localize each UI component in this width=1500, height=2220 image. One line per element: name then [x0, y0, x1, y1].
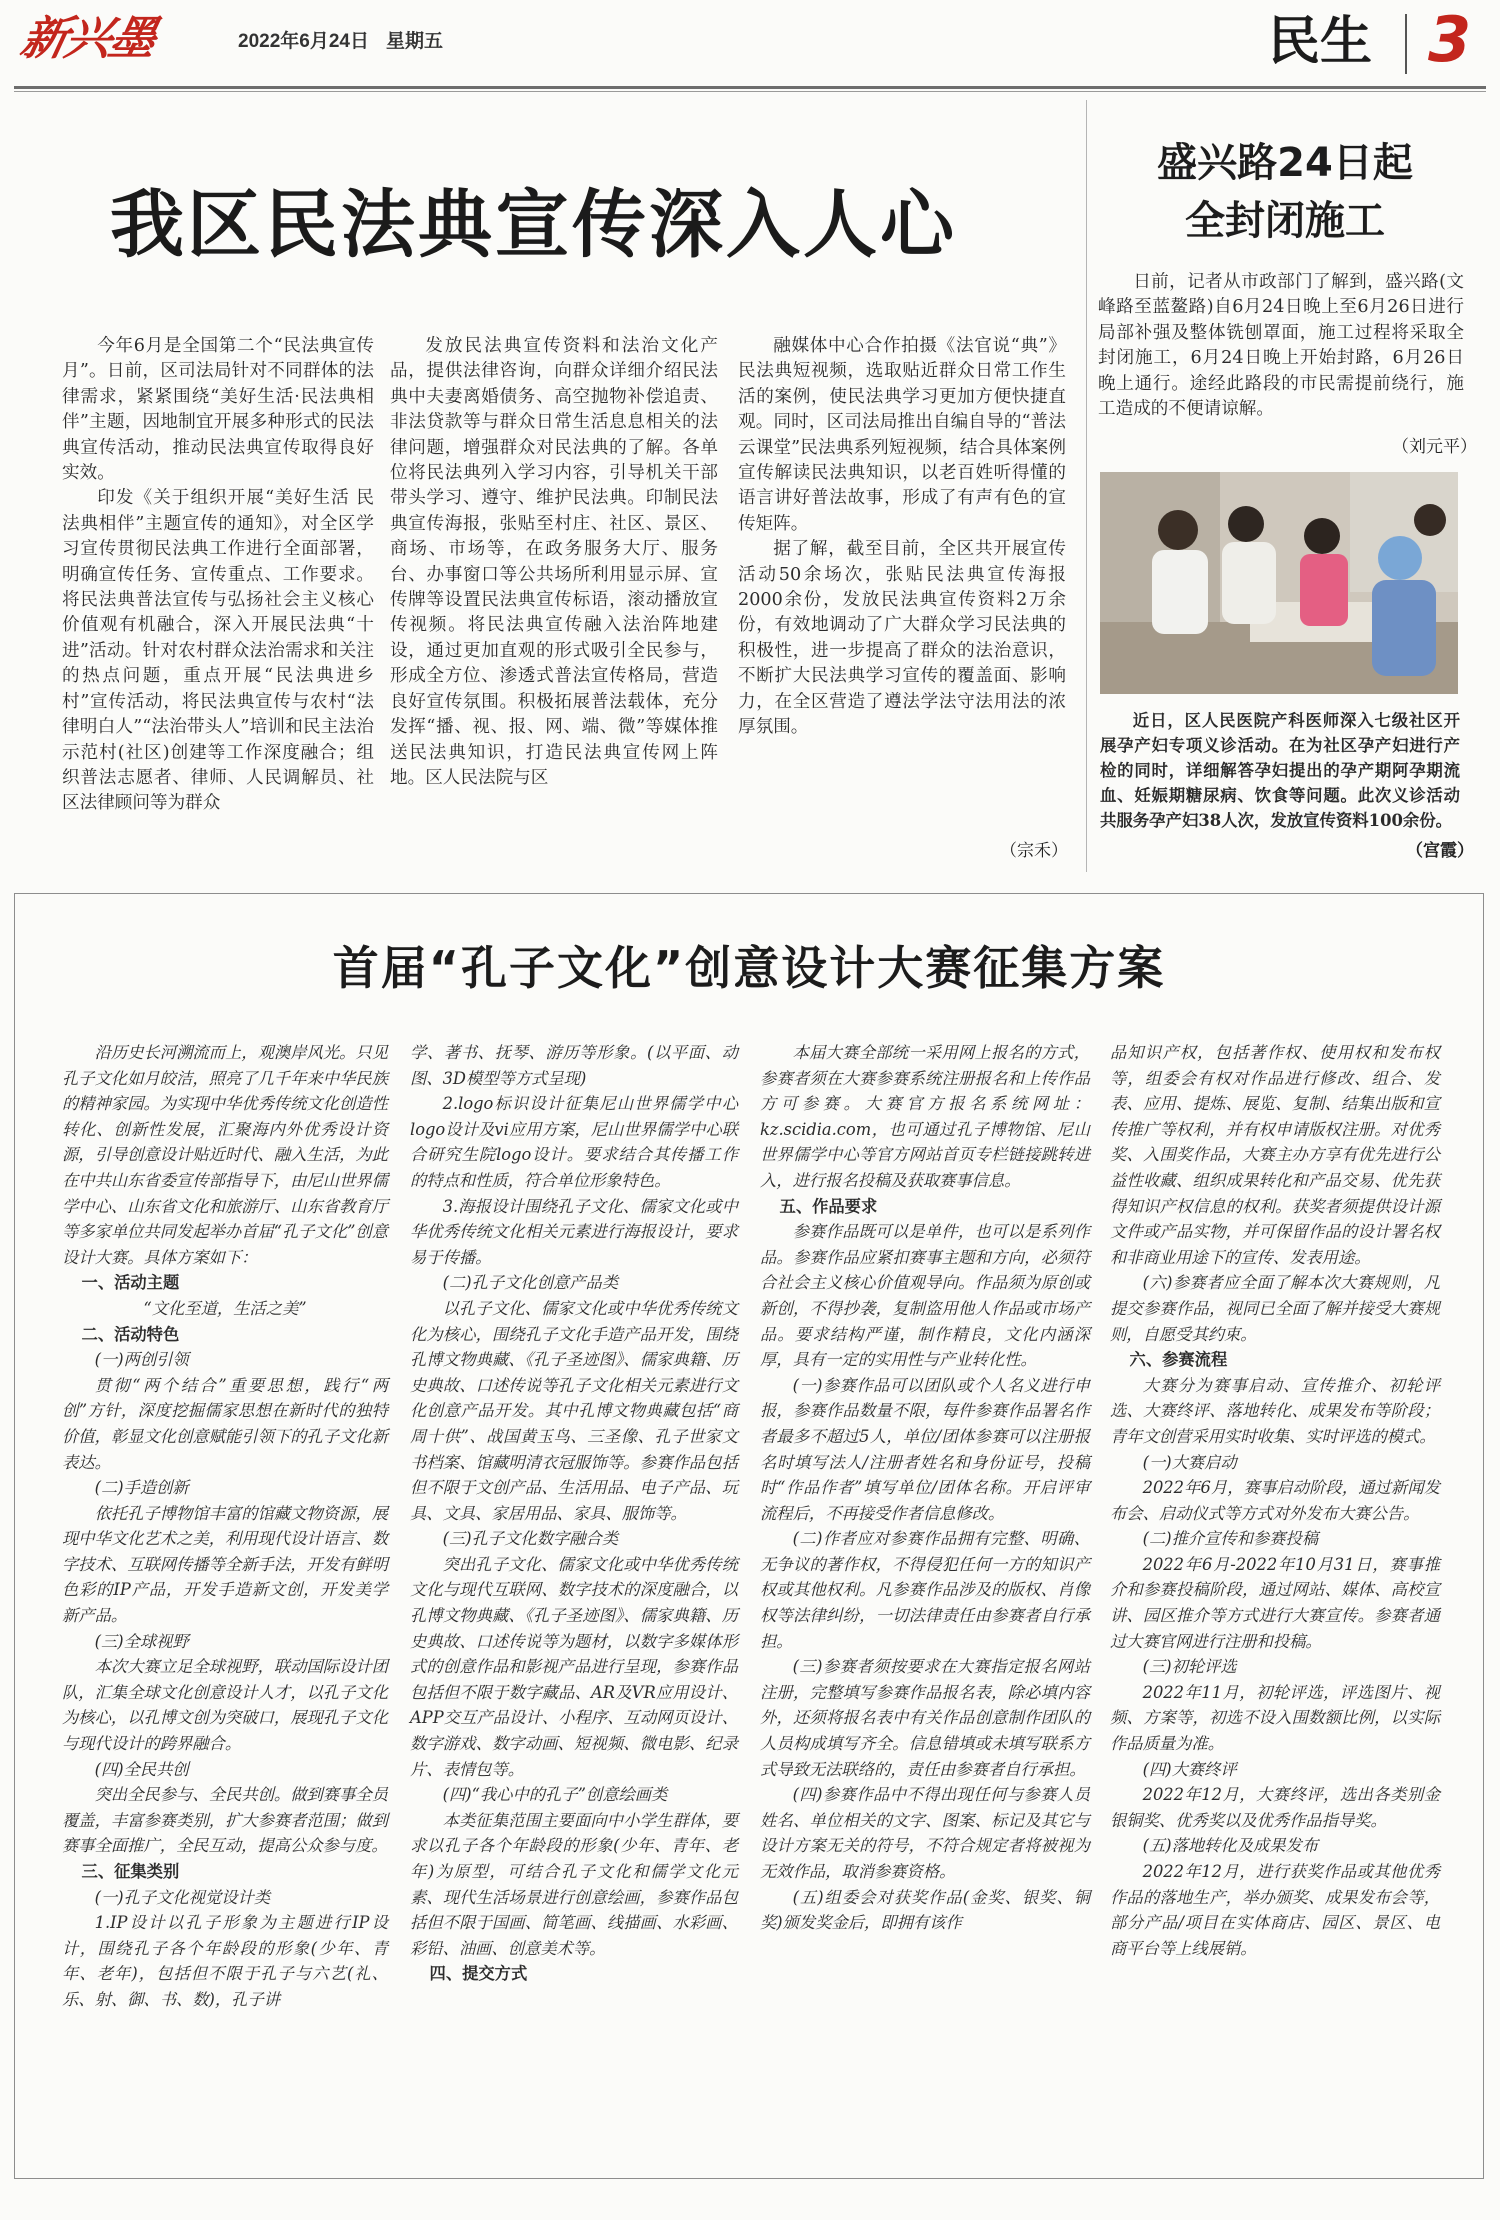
paragraph: (二)孔子文化创意产品类 — [442, 1273, 619, 1293]
paragraph: 本类征集范围主要面向中小学生群体，要求以孔子各个年龄段的形象(少年、青年、老年)为原型，可结合孔子文化和儒学文化元素、现代生活场景进行创意绘画，参赛作品包括但不限于国画、简笔画、线描画、水彩画、彩铅、油画、创意美术等。 — [410, 1810, 738, 1958]
paragraph: (四)全民共创 — [94, 1759, 189, 1779]
paragraph: (四)大赛终评 — [1142, 1759, 1237, 1779]
paragraph: 以孔子文化、儒家文化或中华优秀传统文化为核心，围绕孔子文化手造产品开发，围绕孔博文物典藏、《孔子圣迹图》、儒家典籍、历史典故、口述传说等孔子文化相关元素进行文化创意产品开发。其中孔博文物典藏包括“商周十供”、战国黄玉鸟、三圣像、孔子世家文书档案、馆藏明清衣冠服饰等。参赛作品包括但不限于文创产品、生活用品、电子产品、玩具、文具、家居用品、家具、服饰等。 — [410, 1298, 738, 1523]
contest-column-2 — [410, 1040, 738, 1987]
clinic-photo — [1100, 472, 1458, 694]
issue-weekday: 星期五 — [386, 31, 444, 52]
newspaper-logo: 新兴墨 — [16, 11, 160, 65]
paragraph: 据了解，截至目前，全区共开展宣传活动50余场次，张贴民法典宣传海报2000余份，发放民法典宣传资料2万余份，有效地调动了广大群众学习民法典的积极性，进一步提高了群众的法治意识，不断扩大民法典学习宣传的覆盖面、影响力，在全区营造了遵法学法守法用法的浓厚氛围。 — [738, 539, 1066, 738]
paragraph: 突出孔子文化、儒家文化或中华优秀传统文化与现代互联网、数字技术的深度融合，以孔博文物典藏、《孔子圣迹图》、儒家典籍、历史典故、口述传说等为题材，以数字多媒体形式的创意作品和影视产品进行呈现，参赛作品包括但不限于数字藏品、AR及VR应用设计、APP交互产品设计、小程序、互动网页设计、数字游戏、数字动画、短视频、微电影、纪录片、表情包等。 — [410, 1554, 738, 1779]
paragraph: 参赛作品既可以是单件，也可以是系列作品。参赛作品应紧扣赛事主题和方向，必须符合社会主义核心价值观导向。作品须为原创或新创，不得抄袭，复制盗用他人作品或市场产品。要求结构严谨，制作精良，文化内涵深厚，具有一定的实用性与产业转化性。 — [760, 1222, 1090, 1370]
side-news-signature: （刘元平） — [1392, 437, 1477, 457]
paragraph: (一)两创引领 — [94, 1350, 189, 1370]
paragraph: 融媒体中心合作拍摄《法官说“典”》民法典短视频，选取贴近群众日常工作生活的案例，使民法典学习更加方便快捷直观。同时，区司法局推出自编自导的“普法云课堂”民法典系列短视频，结合具体案例宣传解读民法典知识，以老百姓听得懂的语言讲好普法故事，形成了有声有色的宣传矩阵。 — [738, 336, 1066, 534]
section-heading: 三、征集类别 — [81, 1862, 180, 1881]
paragraph: (四)“我心中的孔子”创意绘画类 — [442, 1785, 668, 1805]
paragraph: 品知识产权，包括著作权、使用权和发布权等，组委会有权对作品进行修改、组合、发表、应用、提炼、展览、复制、结集出版和宣传推广等权利，并有权申请版权注册。对优秀奖、入围奖作品，大赛主办方享有优先进行公益性收藏、组织成果转化和产品交易、优先获得知识产权信息的权利。获奖者须提供设计源文件或产品实物，并可保留作品的设计署名权和非商业用途下的宣传、发表用途。 — [1110, 1043, 1440, 1267]
paragraph: (二)手造创新 — [94, 1478, 189, 1498]
paragraph: 3.海报设计围绕孔子文化、儒家文化或中华优秀传统文化相关元素进行海报设计，要求易于传播。 — [410, 1196, 738, 1267]
paragraph: 2022年12月，大赛终评，选出各类别金银铜奖、优秀奖以及优秀作品指导奖。 — [1110, 1785, 1440, 1830]
paragraph: 日前，记者从市政部门了解到，盛兴路(文峰路至蓝鳌路)自6月24日晚上至6月26日进行局部补强及整体铣刨罩面，施工过程将采取全封闭施工，6月24日晚上开始封路，6月26日晚上通行。途经此路段的市民需提前绕行，施工造成的不便请谅解。 — [1098, 272, 1464, 420]
paragraph: 本次大赛立足全球视野，联动国际设计团队，汇集全球文化创意设计人才，以孔子文化为核心，以孔博文创为突破口，展现孔子文化与现代设计的跨界融合。 — [62, 1657, 388, 1754]
paragraph: 印发《关于组织开展“美好生活 民法典相伴”主题宣传的通知》，对全区学习宣传贯彻民法典工作进行全面部署，明确宣传任务、宣传重点、工作要求。将民法典普法宣传与弘扬社会主义核心价值观有机融合，深入开展民法典“十进”活动。针对农村群众法治需求和关注的热点问题，重点开展“民法典进乡村”宣传活动，将民法典宣传与农村“法律明白人”“法治带头人”培训和民主法治示范村(社区)创建等工作深度融合；组织普法志愿者、律师、人民调解员、社区法律顾问等为群众 — [62, 488, 374, 814]
photo-caption — [1100, 708, 1460, 833]
issue-date: 2022年6月24日 — [238, 31, 369, 52]
header-rule — [14, 86, 1486, 89]
page-number: 3 — [1428, 3, 1472, 76]
section-name: 民生 — [1268, 12, 1373, 72]
article-signature: （宗禾） — [1000, 841, 1068, 861]
section-heading: 四、提交方式 — [429, 1964, 528, 1984]
paragraph: 发放民法典宣传资料和法治文化产品，提供法律咨询，向群众详细介绍民法典中夫妻离婚债务、高空抛物补偿追责、非法贷款等与群众日常生活息息相关的法律问题，增强群众对民法典的了解。各单位将民法典列入学习内容，引导机关干部带头学习、遵守、维护民法典。印制民法典宣传海报，张贴至村庄、社区、景区、商场、市场等，在政务服务大厅、服务台、办事窗口等公共场所利用显示屏、宣传牌等设置民法典宣传标语，滚动播放宣传视频。将民法典宣传融入法治阵地建设，通过更加直观的形式吸引全民参与，形成全方位、渗透式普法宣传格局，营造良好宣传氛围。积极拓展普法载体，充分发挥“播、视、报、网、端、微”等媒体推送民法典知识，打造民法典宣传网上阵地。区人民法院与区 — [390, 336, 718, 788]
contest-headline: 首届“孔子文化”创意设计大赛征集方案 — [332, 941, 1166, 995]
caption-signature: （宫霞） — [1406, 841, 1474, 861]
theme-line: “文化至道，生活之美” — [143, 1298, 307, 1318]
paragraph: 本届大赛全部统一采用网上报名的方式，参赛者须在大赛参赛系统注册报名和上传作品方可参赛。大赛官方报名系统网址：kz.scidia.com，也可通过孔子博物馆、尼山世界儒学中心等官方网站首页专栏链接跳转进入，进行报名投稿及获取赛事信息。 — [760, 1043, 1090, 1190]
paragraph: (三)参赛者须按要求在大赛指定报名网站注册，完整填写参赛作品报名表，除必填内容外，还须将报名表中有关作品创意制作团队的人员构成填写齐全。信息错填或未填写联系方式导致无法联络的，责任由参赛者自行承担。 — [760, 1657, 1090, 1779]
caption-text: 近日，区人民医院产科医师深入七级社区开展孕产妇专项义诊活动。在为社区孕产妇进行产检的同时，详细解答孕妇提出的孕产期阿孕期流血、妊娠期糖尿病、饮食等问题。此次义诊活动共服务孕产妇38人次，发放宣传资料100余份。 — [1100, 711, 1460, 830]
header-rule-thin — [14, 91, 1486, 92]
section-heading: 一、活动主题 — [81, 1273, 180, 1293]
side-news-body — [1098, 270, 1464, 422]
paragraph: (五)落地转化及成果发布 — [1142, 1836, 1319, 1856]
section-divider — [1405, 14, 1407, 74]
paragraph: 沿历史长河溯流而上，观澳岸风光。只见孔子文化如月皎洁，照亮了几千年来中华民族的精神家园。为实现中华优秀传统文化创造性转化、创新性发展，汇聚海内外优秀设计资源，引导创意设计贴近时代、融入生活，为此在中共山东省委宣传部指导下，由尼山世界儒学中心、山东省文化和旅游厅、山东省教育厅等多家单位共同发起举办首届“孔子文化”创意设计大赛。具体方案如下： — [62, 1043, 388, 1267]
paragraph: (一)大赛启动 — [1142, 1452, 1237, 1472]
paragraph: 2022年12月，进行获奖作品或其他优秀作品的落地生产，举办颁奖、成果发布会等，部分产品/项目在实体商店、园区、景区、电商平台等上线展销。 — [1110, 1862, 1440, 1958]
section-heading: 六、参赛流程 — [1129, 1350, 1228, 1370]
paragraph: 2.logo标识设计征集尼山世界儒学中心logo设计及vi应用方案，尼山世界儒学中心联合研究生院logo设计。要求结合其传播工作的特点和性质，符合单位形象特色。 — [410, 1094, 738, 1190]
main-headline: 我区民法典宣传深入人心 — [110, 182, 957, 268]
paragraph: (三)全球视野 — [94, 1631, 189, 1651]
paragraph: 2022年11月，初轮评选，评选图片、视频、方案等，初选不设入围数额比例，以实际作品质量为准。 — [1110, 1682, 1440, 1754]
paragraph: 2022年6月-2022年10月31日，赛事推介和参赛投稿阶段，通过网站、媒体、高校宣讲、园区推介等方式进行大赛宣传。参赛者通过大赛官网进行注册和投稿。 — [1110, 1554, 1440, 1651]
side-headline-line-2: 全封闭施工 — [1185, 198, 1385, 244]
paragraph: (四)参赛作品中不得出现任何与参赛人员姓名、单位相关的文字、图案、标记及其它与设计方案无关的符号，不符合规定者将被视为无效作品，取消参赛资格。 — [760, 1785, 1090, 1881]
paragraph: (三)初轮评选 — [1142, 1657, 1237, 1677]
paragraph: 依托孔子博物馆丰富的馆藏文物资源，展现中华文化艺术之美，利用现代设计语言、数字技术、互联网传播等全新手法，开发有鲜明色彩的IP产品，开发手造新文创，开发美学新产品。 — [62, 1503, 388, 1626]
article-column-2 — [390, 334, 718, 791]
section-heading: 二、活动特色 — [81, 1324, 180, 1344]
paragraph: (三)孔子文化数字融合类 — [442, 1529, 619, 1549]
article-column-3 — [738, 334, 1066, 741]
paragraph: (五)组委会对获奖作品(金奖、银奖、铜奖)颁发奖金后，即拥有该作 — [760, 1887, 1090, 1933]
side-headline-line-1: 盛兴路24日起 — [1157, 140, 1413, 186]
section-heading: 五、作品要求 — [779, 1196, 878, 1216]
paragraph: 突出全民参与、全民共创。做到赛事全员覆盖，丰富参赛类别，扩大参赛者范围；做到赛事全面推广，全民互动，提高公众参与度。 — [62, 1785, 388, 1856]
contest-column-3 — [760, 1040, 1090, 1936]
paragraph: 今年6月是全国第二个“民法典宣传月”。日前，区司法局针对不同群体的法律需求，紧紧围绕“美好生活·民法典相伴”主题，因地制宜开展多种形式的民法典宣传活动，推动民法典宣传取得良好实效。 — [62, 336, 374, 484]
paragraph: 2022年6月，赛事启动阶段，通过新闻发布会、启动仪式等方式对外发布大赛公告。 — [1110, 1478, 1440, 1523]
paragraph: 大赛分为赛事启动、宣传推介、初轮评选、大赛终评、落地转化、成果发布等阶段；青年文创营采用实时收集、实时评选的模式。 — [1110, 1375, 1440, 1446]
paragraph: 学、著书、抚琴、游历等形象。(以平面、动图、3D模型等方式呈现) — [410, 1043, 738, 1088]
paragraph: (一)参赛作品可以团队或个人名义进行申报，参赛作品数量不限，每件参赛作品署名作者最多不超过5人，单位/团体参赛可以注册报名时填写法人/注册者姓名和身份证号，投稿时“作品作者”填写单位/团体名称。开启评审流程后，不再接受作者信息修改。 — [760, 1375, 1090, 1523]
contest-column-1 — [62, 1040, 388, 2013]
contest-column-4 — [1110, 1040, 1440, 1961]
column-divider — [1086, 100, 1087, 872]
side-headline — [1100, 134, 1470, 250]
paragraph: (一)孔子文化视觉设计类 — [94, 1887, 271, 1907]
paragraph: (六)参赛者应全面了解本次大赛规则，凡提交参赛作品，视同已全面了解并接受大赛规则，自愿受其约束。 — [1110, 1273, 1440, 1344]
paragraph: 贯彻“两个结合”重要思想，践行“两创”方针，深度挖掘儒家思想在新时代的独特价值，彰显文化创意赋能引领下的孔子文化新表达。 — [62, 1375, 388, 1472]
article-column-1 — [62, 334, 374, 817]
paragraph: (二)作者应对参赛作品拥有完整、明确、无争议的著作权，不得侵犯任何一方的知识产权或其他权利。凡参赛作品涉及的版权、肖像权等法律纠纷，一切法律责任由参赛者自行承担。 — [760, 1529, 1090, 1651]
paragraph: (二)推介宣传和参赛投稿 — [1142, 1529, 1319, 1549]
paragraph: 1.IP设计以孔子形象为主题进行IP设计，围绕孔子各个年龄段的形象(少年、青年、老年)，包括但不限于孔子与六艺(礼、乐、射、御、书、数)，孔子讲 — [62, 1913, 388, 2009]
